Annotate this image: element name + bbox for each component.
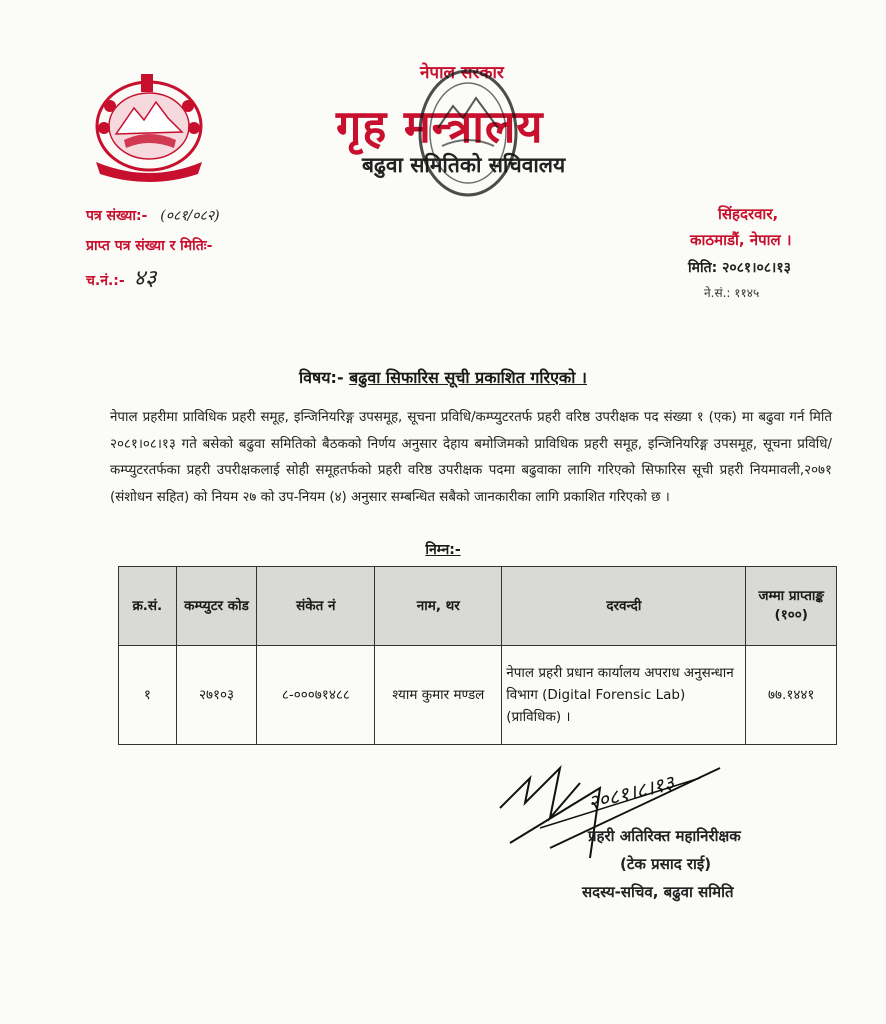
signature-date: २०८१।८।१३ (585, 770, 677, 815)
body-paragraph: नेपाल प्रहरीमा प्राविधिक प्रहरी समूह, इन्जिनियरिङ्ग उपसमूह, सूचना प्रविधि/कम्प्युटरतर्फ प्रहरी वरिष्ठ उपरीक्षक पद संख्या १ (एक) मा बढुवा गर्न मिति २०८१।०८।१३ गते बसेको बढुवा समितिको बैठकको निर्णय अनुसार देहाय बमोजिमको प्राविधिक प्रहरी समूह, इन्जिनियरिङ्ग उपसमूह, सूचना प्रविधि/कम्प्युटरतर्फका प्रहरी उपरीक्षकलाई सोही समूहतर्फको प्रहरी वरिष्ठ उपरीक्षक पदमा बढुवाका लागि गरिएको सिफारिस सूची प्रहरी नियमावली,२०७१ (संशोधन सहित) को नियम २७ को उप-नियम (४) अनुसार सम्बन्धित सबैको जानकारीका लागि प्रकाशित गरिएको छ । (110, 410, 832, 505)
dispatch-number-value: ४३ (133, 266, 157, 291)
cell-symbol-number: ८-०००७१४८८ (257, 646, 375, 745)
col-name: नाम, थर (375, 567, 502, 646)
col-total-score: जम्मा प्राप्ताङ्क (१००) (746, 567, 837, 646)
letter-number-value: (०८१/०८२) (160, 208, 220, 224)
list-heading: निम्न:- (425, 542, 461, 558)
cell-serial: १ (119, 646, 177, 745)
address-line2: काठमाडौं, नेपाल । (690, 231, 792, 249)
recommendation-table (118, 566, 837, 745)
col-symbol-number: संकेत नं (257, 567, 375, 646)
dispatch-number (86, 262, 156, 292)
subject-line (0, 366, 886, 388)
ministry-title: गृह मन्त्रालय (336, 100, 544, 153)
nepal-emblem-icon (86, 66, 212, 182)
signatory-title: प्रहरी अतिरिक्त महानिरीक्षक (588, 827, 741, 845)
col-serial: क्र.सं. (119, 567, 177, 646)
table-row (119, 646, 837, 745)
government-title: नेपाल सरकार (420, 63, 504, 83)
address-line1: सिंहदरवार, (718, 205, 779, 223)
received-letter-label: प्राप्त पत्र संख्या र मितिः- (86, 238, 213, 254)
col-computer-code: कम्प्युटर कोड (176, 567, 257, 646)
secretariat-title: बढुवा समितिको सचिवालय (362, 153, 566, 177)
handwritten-signature-icon (490, 748, 730, 868)
dispatch-number-label: च.नं.:- (86, 273, 125, 289)
subject-label: विषय:- (298, 368, 344, 387)
letter-date: मिति: २०८१।०८।१३ (688, 260, 791, 276)
letter-number (86, 206, 220, 225)
table-header-row (119, 567, 837, 646)
cell-post: नेपाल प्रहरी प्रधान कार्यालय अपराध अनुसन्धान विभाग (Digital Forensic Lab) (प्राविधिक) । (502, 646, 746, 745)
signatory-role: सदस्य-सचिव, बढुवा समिति (582, 883, 734, 901)
signatory-name: (टेक प्रसाद राई) (620, 855, 712, 873)
cell-computer-code: २७१०३ (176, 646, 257, 745)
col-post: दरवन्दी (502, 567, 746, 646)
subject-text: बढुवा सिफारिस सूची प्रकाशित गरिएको । (349, 368, 587, 387)
letter-number-label: पत्र संख्या:- (86, 208, 148, 224)
nepal-sambat-date: ने.सं.: ११४५ (704, 286, 760, 300)
cell-name: श्याम कुमार मण्डल (375, 646, 502, 745)
official-seal-stamp-icon (408, 58, 528, 208)
cell-total-score: ७७.१४४१ (746, 646, 837, 745)
